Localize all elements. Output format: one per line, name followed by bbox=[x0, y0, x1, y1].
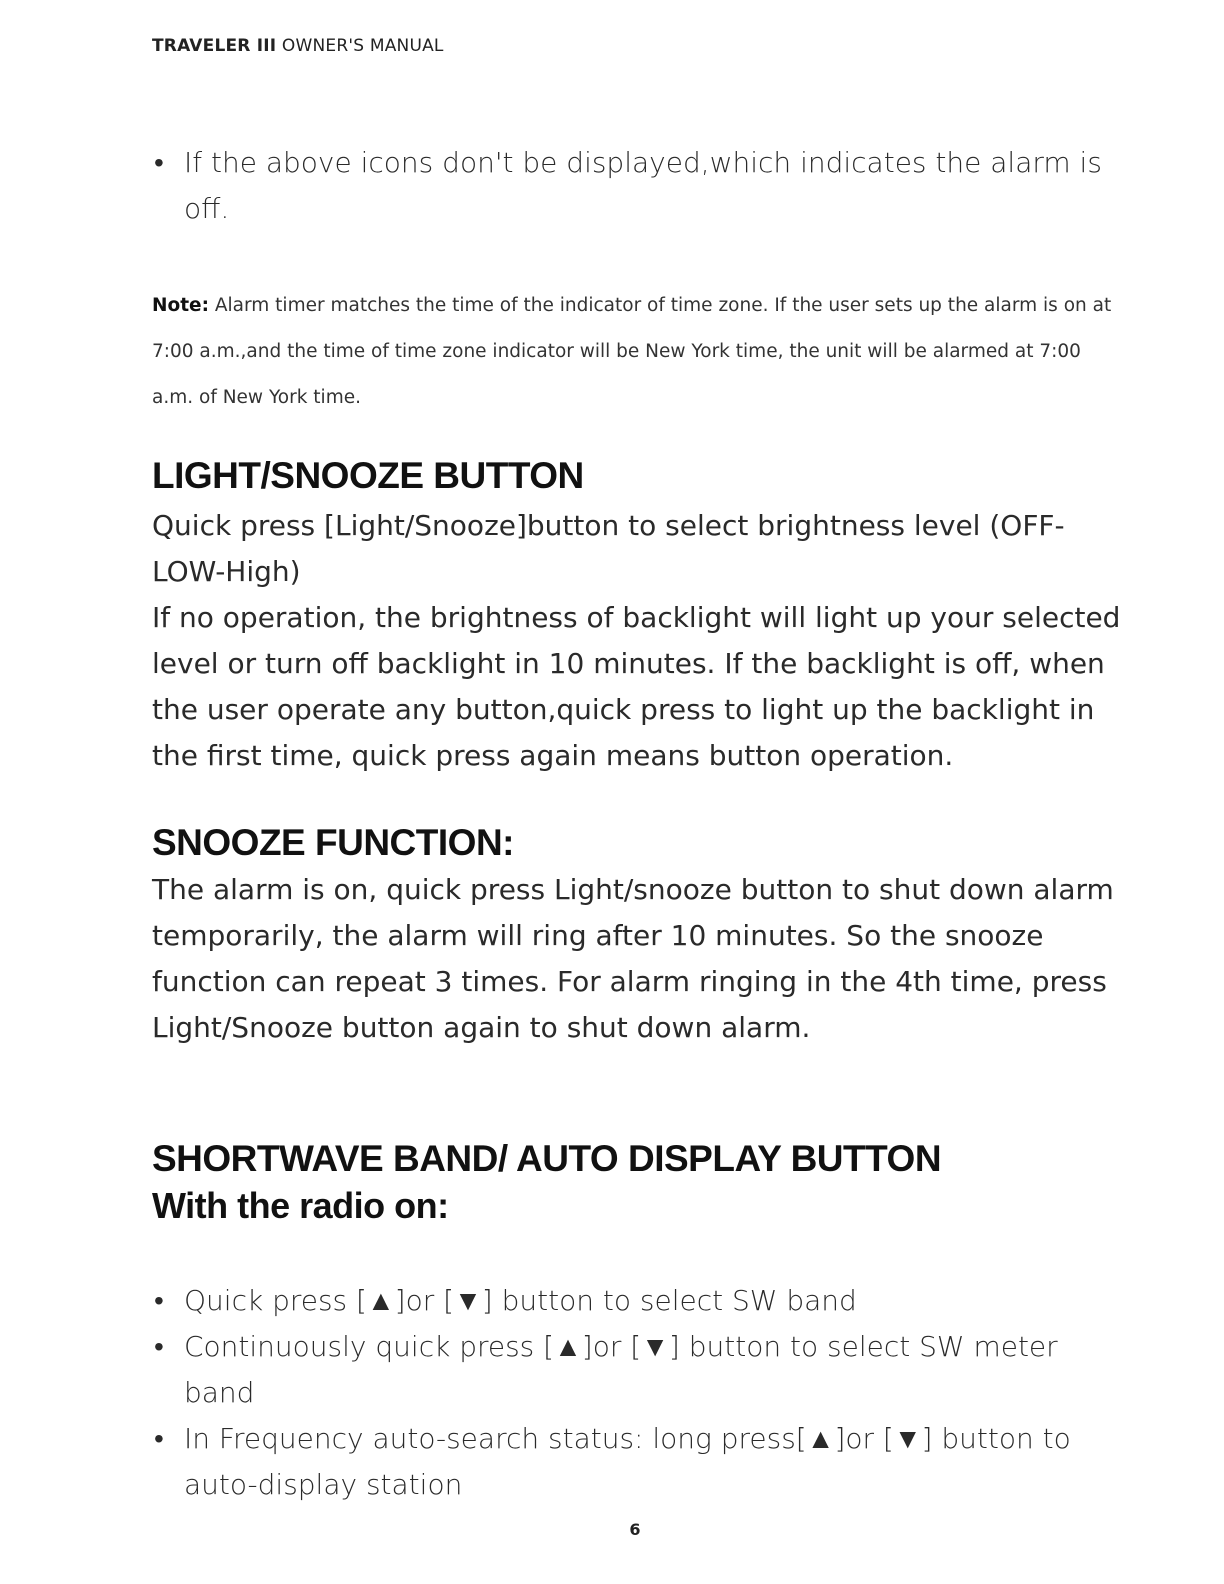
header-title: OWNER'S MANUAL bbox=[276, 36, 444, 56]
list-item-text: If the above icons don't be displayed,which indicates the alarm is off. bbox=[184, 146, 1102, 225]
manual-header bbox=[152, 36, 444, 56]
section-title-snooze-function: SNOOZE FUNCTION: bbox=[152, 822, 514, 863]
section-title-light-snooze: LIGHT/SNOOZE BUTTON bbox=[152, 455, 584, 496]
note-paragraph bbox=[152, 283, 1122, 421]
bullet-icon: • bbox=[154, 1422, 164, 1455]
light-snooze-paragraph-2: If no operation, the brightness of backlight will light up your selected level or turn off backlight in 10 minutes. If the backlight is off, when the user operate any button,quick press to light up the backlight in the first time, quick press again means button operation. bbox=[152, 601, 1121, 772]
header-brand: TRAVELER III bbox=[152, 36, 277, 56]
list-item bbox=[152, 140, 1112, 232]
light-snooze-paragraph-1: Quick press [Light/Snooze]button to select brightness level (OFF-LOW-High) bbox=[152, 509, 1065, 588]
section-subtitle-radio-on: With the radio on: bbox=[152, 1185, 449, 1226]
page-number: 6 bbox=[629, 1520, 641, 1539]
snooze-function-paragraph: The alarm is on, quick press Light/snooze button to shut down alarm temporarily, the alarm will ring after 10 minutes. So the snooze function can repeat 3 times. For alarm ringing in the 4th time, press Light/Snooze button again to shut down alarm. bbox=[152, 873, 1114, 1044]
list-item-text: Quick press [▲]or [▼] button to select SW band bbox=[184, 1284, 857, 1317]
note-label: Note: bbox=[152, 295, 209, 316]
list-item bbox=[152, 1324, 1112, 1416]
list-item-text: In Frequency auto-search status: long press[▲]or [▼] button to auto-display station bbox=[184, 1422, 1071, 1501]
shortwave-bullet-list bbox=[152, 1278, 1112, 1508]
list-item bbox=[152, 1416, 1112, 1508]
light-snooze-body bbox=[152, 503, 1127, 779]
bullet-icon: • bbox=[154, 1284, 164, 1317]
note-text: Alarm timer matches the time of the indicator of time zone. If the user sets up the alarm is on at 7:00 a.m.,and the time of time zone indicator will be New York time, the unit will be alarmed at 7:00 a.m. of New York time. bbox=[152, 295, 1112, 408]
alarm-bullet-list bbox=[152, 140, 1112, 232]
list-item bbox=[152, 1278, 1112, 1324]
bullet-icon: • bbox=[154, 146, 164, 179]
bullet-icon: • bbox=[154, 1330, 164, 1363]
section-title-shortwave: SHORTWAVE BAND/ AUTO DISPLAY BUTTON bbox=[152, 1138, 942, 1179]
list-item-text: Continuously quick press [▲]or [▼] button to select SW meter band bbox=[184, 1330, 1058, 1409]
